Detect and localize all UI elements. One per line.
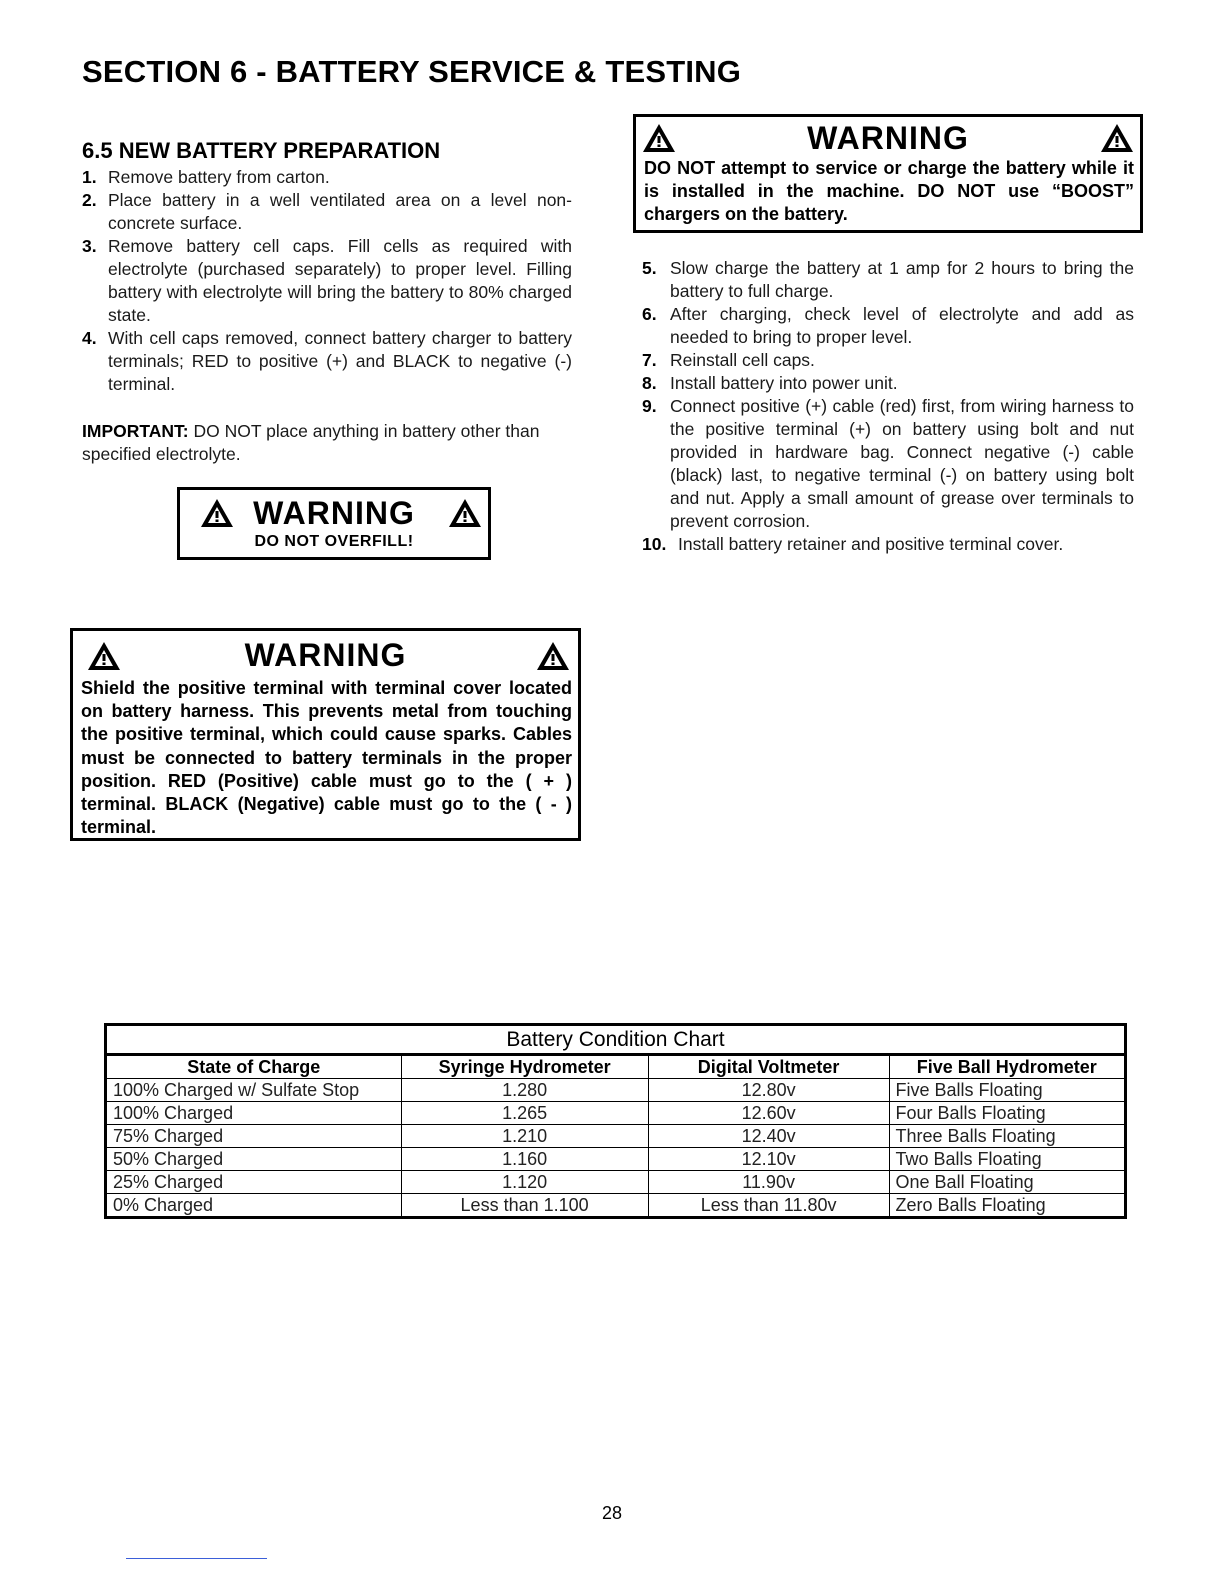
warning-shield-box	[70, 628, 581, 841]
step-number: 9.	[642, 396, 657, 416]
footer-rule	[126, 1558, 267, 1559]
list-item	[82, 235, 572, 327]
table-cell: Zero Balls Floating	[889, 1194, 1125, 1218]
warning-triangle-icon	[200, 498, 234, 528]
list-item	[642, 303, 1134, 349]
table-header-row	[106, 1055, 1126, 1079]
table-row	[106, 1194, 1126, 1218]
list-item	[82, 166, 572, 189]
table-cell: 75% Charged	[106, 1125, 402, 1148]
step-text: Place battery in a well ventilated area on a level non-concrete surface.	[108, 190, 572, 233]
step-text: Slow charge the battery at 1 amp for 2 hours to bring the battery to full charge.	[670, 258, 1134, 301]
table-row	[106, 1125, 1126, 1148]
table-cell: Five Balls Floating	[889, 1079, 1125, 1102]
step-number: 1.	[82, 167, 97, 187]
table-cell: 12.80v	[648, 1079, 889, 1102]
table-cell: 12.10v	[648, 1148, 889, 1171]
step-text: Install battery into power unit.	[670, 373, 898, 393]
table-cell: 1.265	[401, 1102, 648, 1125]
table-cell: 11.90v	[648, 1171, 889, 1194]
step-number: 6.	[642, 304, 657, 324]
warning-text: DO NOT OVERFILL!	[254, 533, 414, 550]
chart-title: Battery Condition Chart	[106, 1025, 1126, 1055]
list-item	[82, 327, 572, 396]
warning-header	[73, 633, 578, 677]
table-cell: 12.60v	[648, 1102, 889, 1125]
table-cell: 25% Charged	[106, 1171, 402, 1194]
step-text: With cell caps removed, connect battery charger to battery terminals; RED to positive (+) and BLACK to negative (-) terminal.	[108, 328, 572, 394]
column-header: State of Charge	[106, 1055, 402, 1079]
warning-triangle-icon	[87, 641, 121, 671]
warning-text: Shield the positive terminal with terminal cover located on battery harness. This prevents metal from touching the positive terminal, which could cause sparks. Cables must be connected to battery terminals in the proper position. RED (Positive) cable must go to the ( + ) terminal. BLACK (Negative) cable must go to the ( - ) terminal.	[81, 678, 572, 838]
chart-title-row	[106, 1025, 1126, 1055]
steps-right-list	[642, 257, 1134, 556]
step-number: 4.	[82, 328, 97, 348]
warning-header	[636, 119, 1140, 157]
warning-triangle-icon	[1100, 123, 1134, 153]
warning-title: WARNING	[253, 495, 415, 531]
step-text: Reinstall cell caps.	[670, 350, 815, 370]
list-item	[642, 395, 1134, 533]
step-number: 5.	[642, 258, 657, 278]
warning-header	[180, 494, 488, 532]
step-number: 7.	[642, 350, 657, 370]
warning-triangle-icon	[448, 498, 482, 528]
warning-title: WARNING	[244, 637, 407, 673]
step-number: 2.	[82, 190, 97, 210]
step-text: Install battery retainer and positive terminal cover.	[678, 534, 1064, 554]
table-cell: 1.210	[401, 1125, 648, 1148]
list-item	[82, 189, 572, 235]
table-row	[106, 1171, 1126, 1194]
battery-condition-chart	[104, 1023, 1127, 1219]
warning-title: WARNING	[807, 120, 969, 156]
important-note	[82, 420, 572, 466]
list-item	[642, 349, 1134, 372]
warning-triangle-icon	[642, 123, 676, 153]
table-cell: 1.120	[401, 1171, 648, 1194]
table-cell: 1.280	[401, 1079, 648, 1102]
step-number: 8.	[642, 373, 657, 393]
step-text: Remove battery from carton.	[108, 167, 330, 187]
warning-text: DO NOT attempt to service or charge the battery while it is installed in the machine. DO NOT use “BOOST” chargers on the battery.	[644, 158, 1134, 224]
column-header: Syringe Hydrometer	[401, 1055, 648, 1079]
step-text: Remove battery cell caps. Fill cells as required with electrolyte (purchased separately) to proper level. Filling battery with electrolyte will bring the battery to 80% charged state.	[108, 236, 572, 325]
important-label: IMPORTANT:	[82, 421, 189, 441]
table-cell: 100% Charged	[106, 1102, 402, 1125]
warning-overfill-box	[177, 487, 491, 560]
section-title: SECTION 6 - BATTERY SERVICE & TESTING	[82, 54, 742, 89]
table-cell: One Ball Floating	[889, 1171, 1125, 1194]
table-cell: 0% Charged	[106, 1194, 402, 1218]
warning-service-box	[633, 114, 1143, 233]
table-row	[106, 1148, 1126, 1171]
column-header: Five Ball Hydrometer	[889, 1055, 1125, 1079]
subsection-title: 6.5 NEW BATTERY PREPARATION	[82, 138, 441, 163]
table-cell: 12.40v	[648, 1125, 889, 1148]
table-row	[106, 1079, 1126, 1102]
warning-triangle-icon	[536, 641, 570, 671]
column-header: Digital Voltmeter	[648, 1055, 889, 1079]
page-number: 28	[601, 1503, 623, 1523]
table-cell: Less than 11.80v	[648, 1194, 889, 1218]
list-item	[642, 257, 1134, 303]
list-item	[642, 372, 1134, 395]
table-row	[106, 1102, 1126, 1125]
step-text: Connect positive (+) cable (red) first, from wiring harness to the positive terminal (+) on battery using bolt and nut provided in hardware bag. Connect negative (-) cable (black) last, to negative terminal (-) on battery using bolt and nut. Apply a small amount of grease over terminals to prevent corrosion.	[670, 396, 1134, 531]
table-cell: Four Balls Floating	[889, 1102, 1125, 1125]
table-cell: 1.160	[401, 1148, 648, 1171]
step-number: 3.	[82, 236, 97, 256]
table-cell: 100% Charged w/ Sulfate Stop	[106, 1079, 402, 1102]
table-cell: 50% Charged	[106, 1148, 402, 1171]
table-cell: Three Balls Floating	[889, 1125, 1125, 1148]
table-cell: Two Balls Floating	[889, 1148, 1125, 1171]
step-text: After charging, check level of electrolyte and add as needed to bring to proper level.	[670, 304, 1134, 347]
step-number: 10.	[642, 534, 667, 554]
important-text: DO NOT place anything in battery other than specified electrolyte.	[82, 421, 540, 464]
list-item	[642, 533, 1134, 556]
table-cell: Less than 1.100	[401, 1194, 648, 1218]
steps-left-list	[82, 166, 572, 396]
